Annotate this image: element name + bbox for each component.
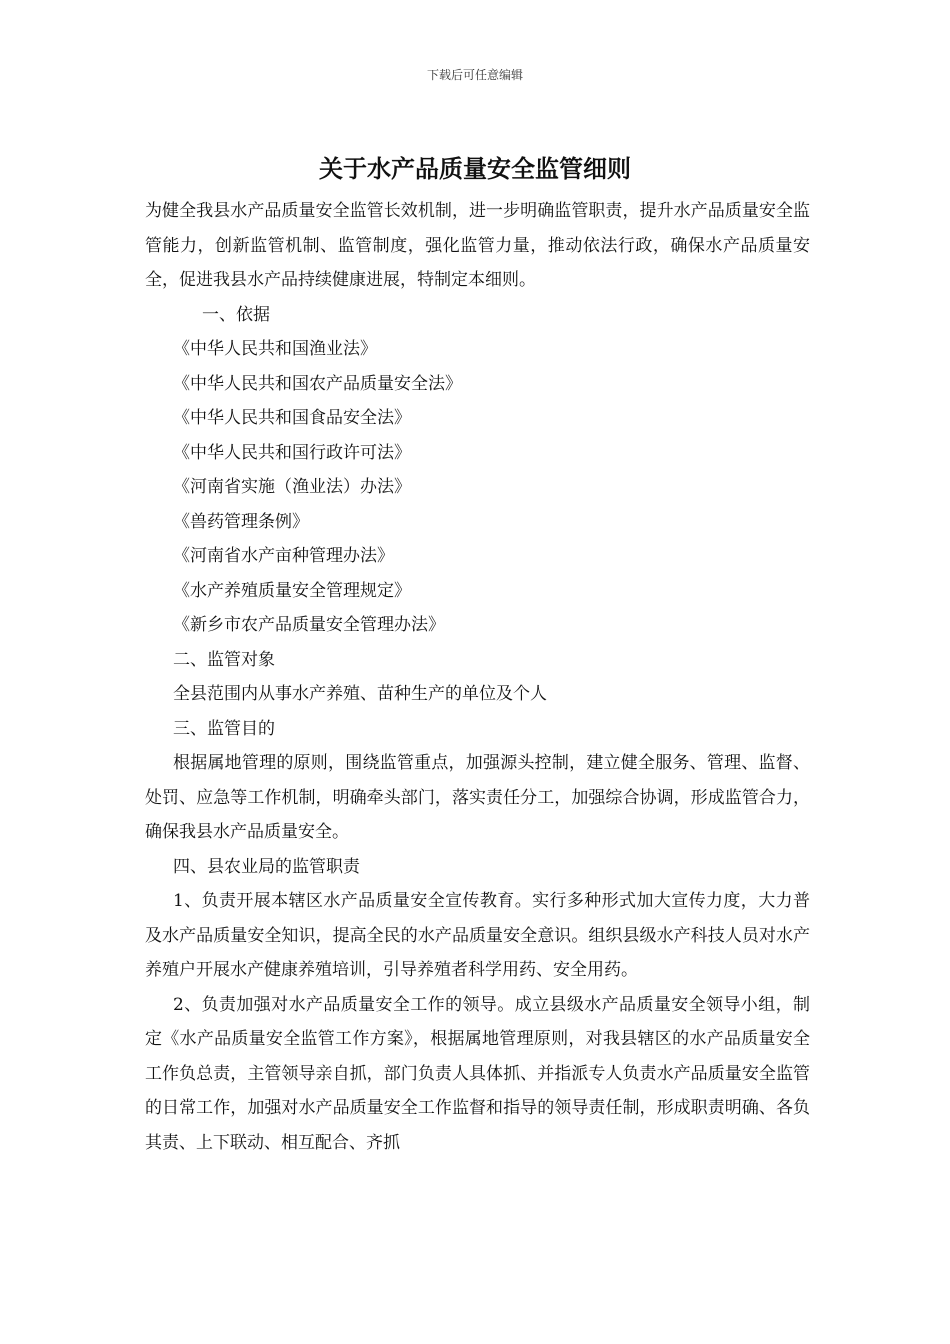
law-item: 《河南省水产亩种管理办法》 [173, 546, 394, 566]
section3-paragraph: 根据属地管理的原则，围绕监管重点，加强源头控制，建立健全服务、管理、监督、处罚、应急等工作机制，明确牵头部门，落实责任分工，加强综合协调，形成监管合力，确保我县水产品质量安全。 [145, 753, 810, 842]
section1-heading: 一、依据 [202, 304, 270, 325]
duty-item-2: 2、负责加强对水产品质量安全工作的领导。成立县级水产品质量安全领导小组，制定《水产品质量安全监管工作方案》，根据属地管理原则，对我县辖区的水产品质量安全工作负总责，主管领导亲自抓，部门负责人具体抓、并指派专人负责水产品质量安全监管的日常工作，加强对水产品质量安全工作监督和指导的领导责任制，形成职责明确、各负其责、上下联动、相互配合、齐抓 [145, 994, 810, 1153]
section4-heading: 四、县农业局的监管职责 [173, 856, 360, 877]
section3-heading: 三、监管目的 [173, 718, 275, 739]
intro-paragraph: 为健全我县水产品质量安全监管长效机制，进一步明确监管职责，提升水产品质量安全监管能力，创新监管机制、监管制度，强化监管力量，推动依法行政，确保水产品质量安全，促进我县水产品持续健康进展，特制定本细则。 [145, 201, 810, 290]
duty-item-1: 1、负责开展本辖区水产品质量安全宣传教育。实行多种形式加大宣传力度，大力普及水产品质量安全知识，提高全民的水产品质量安全意识。组织县级水产科技人员对水产养殖户开展水产健康养殖培训，引导养殖者科学用药、安全用药。 [145, 891, 810, 980]
law-item: 《中华人民共和国食品安全法》 [173, 408, 411, 428]
law-item: 《新乡市农产品质量安全管理办法》 [173, 615, 445, 635]
document-body [145, 194, 810, 1160]
law-item: 《中华人民共和国农产品质量安全法》 [173, 373, 462, 394]
section2-heading: 二、监管对象 [173, 649, 275, 670]
document-title: 关于水产品质量安全监管细则 [319, 154, 631, 183]
law-item: 《中华人民共和国渔业法》 [173, 339, 377, 359]
law-item: 《河南省实施（渔业法）办法》 [173, 477, 411, 497]
section2-text: 全县范围内从事水产养殖、苗种生产的单位及个人 [173, 684, 547, 704]
header-note: 下载后可任意编辑 [426, 68, 523, 82]
law-item: 《中华人民共和国行政许可法》 [173, 442, 411, 463]
law-item: 《兽药管理条例》 [173, 511, 309, 532]
law-item: 《水产养殖质量安全管理规定》 [173, 580, 411, 601]
